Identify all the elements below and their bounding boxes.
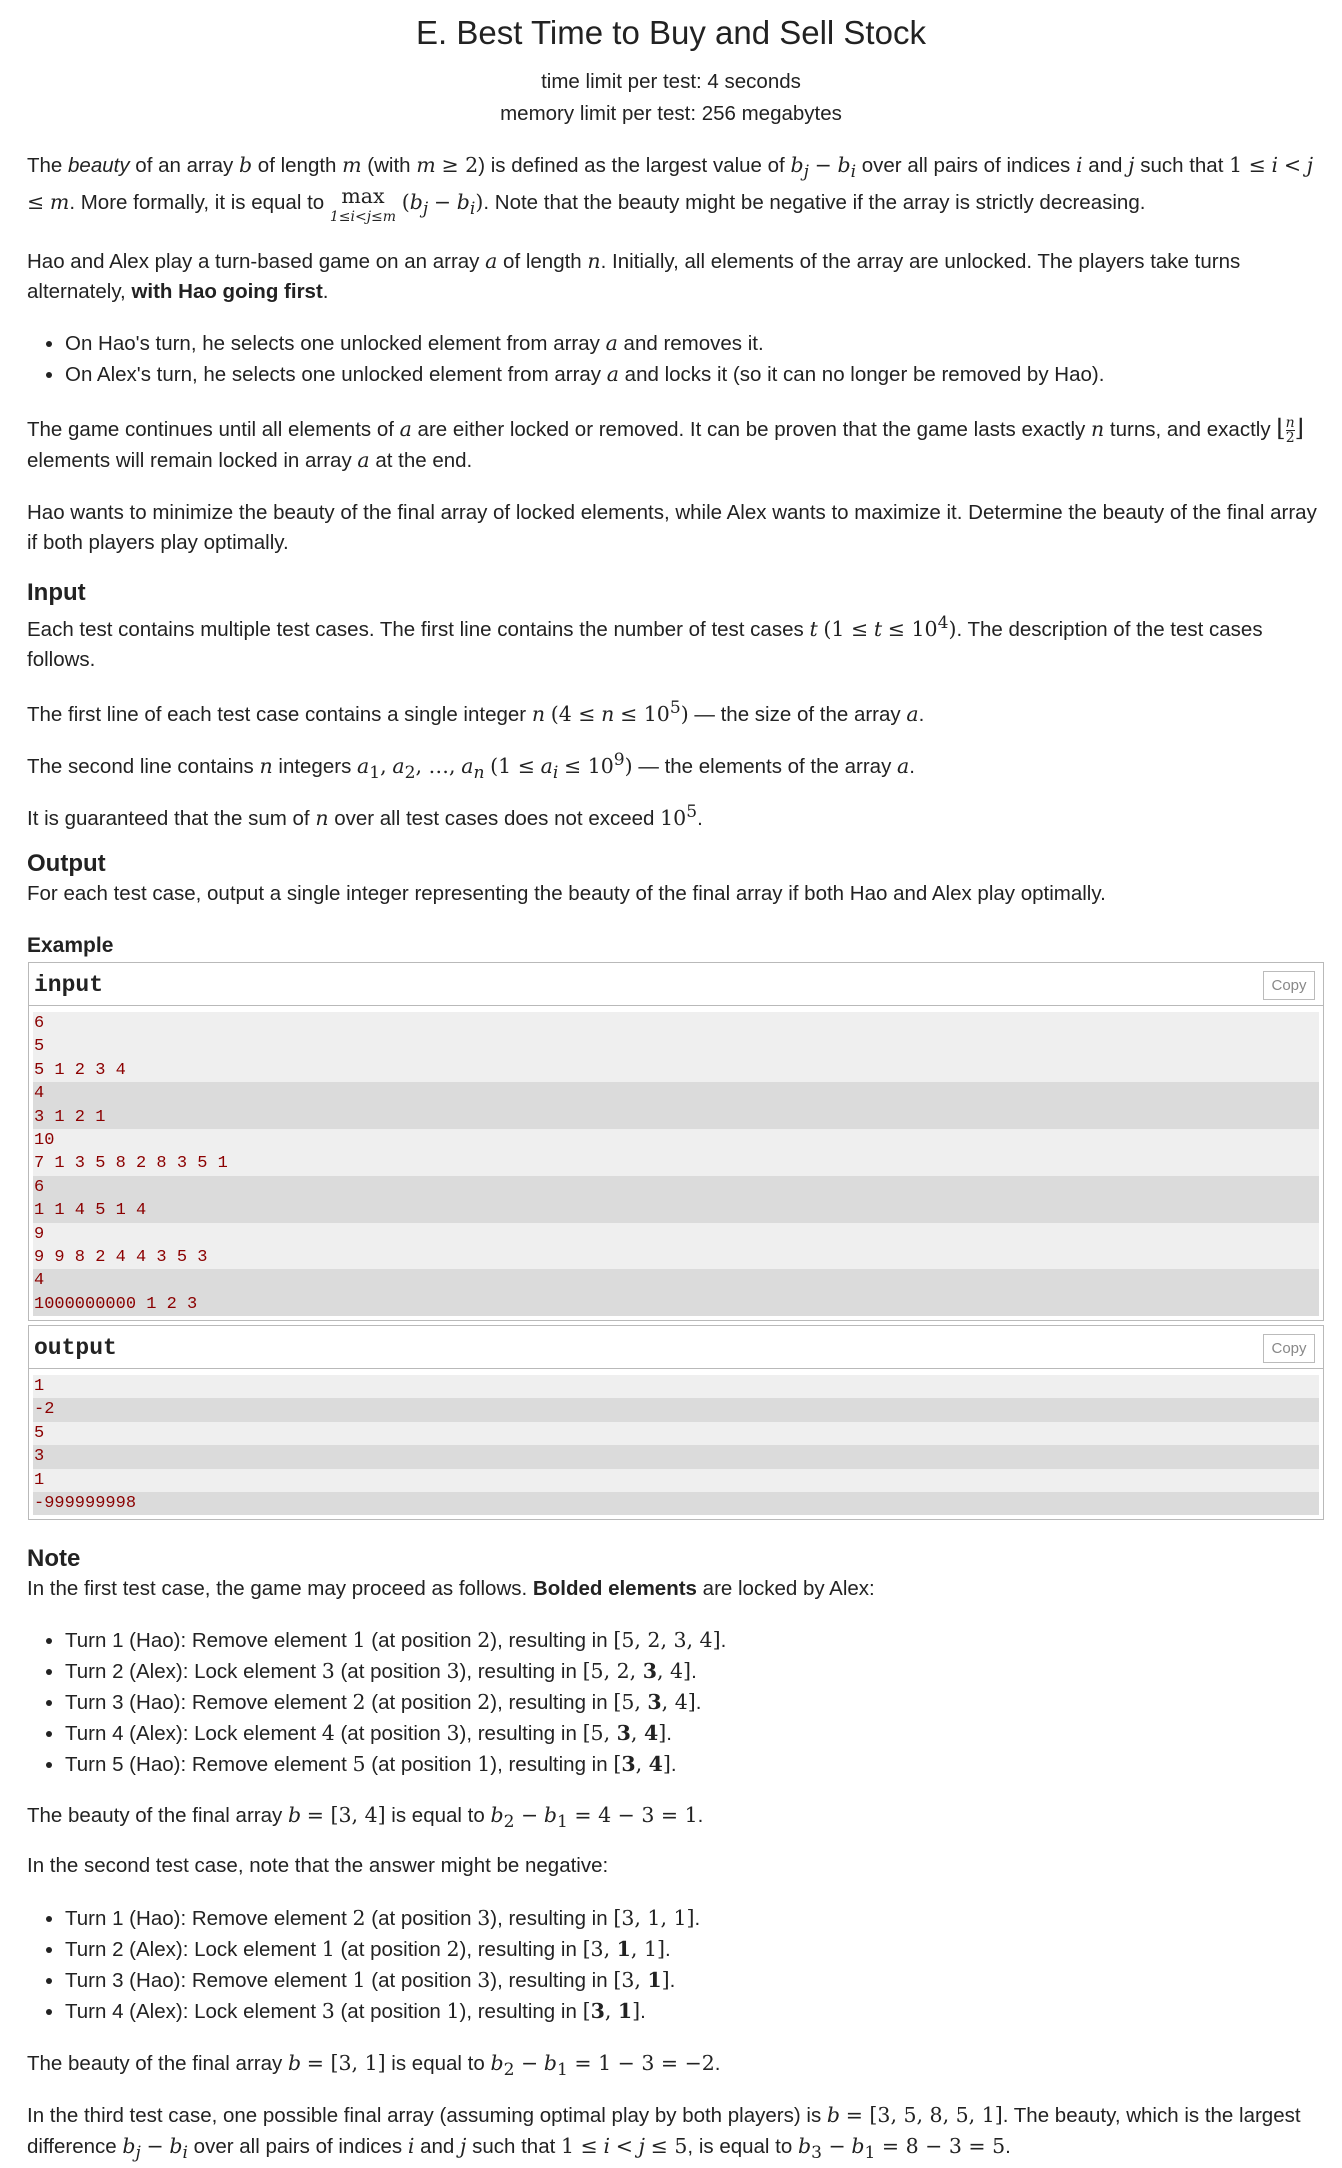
list-item: • Turn 3 (Hao): Remove element 2 (at position 2), resulting in [5, 3, 4].: [65, 1687, 1322, 1718]
legend-paragraph-3: The game continues until all elements of a are either locked or removed. It can be proven that the game lasts exactly n turns, and exactly ⌊ $\frac{n}{2}⌋$ elements will remain locked in array a at the end.: [27, 414, 1305, 473]
note-intro-bold: Bolded elements: [532, 1577, 697, 1600]
sample-input-title: input: [34, 972, 104, 998]
copy-output-button[interactable]: Copy: [1263, 1334, 1315, 1363]
sample-input-line: 3 1 2 1: [33, 1106, 1319, 1129]
sample-output-line: 1: [33, 1469, 1319, 1492]
sample-input-line: 7 1 3 5 8 2 8 3 5 1: [33, 1152, 1319, 1175]
legend-paragraph-1: The beauty of an array b of length m (with m ≥ 2) is defined as the largest value of $b_j - b_i$ over all pairs of indices i and j such that 1 ≤ i < j ≤ m. More formally, it is equal to max 1≤i<j≤m $(b_j - b_i)$. Note that the beauty might be negative if the array is strictly decreasing.: [27, 153, 1314, 226]
input-paragraph-4: It is guaranteed that the sum of n over all test cases does not exceed $10^5$.: [27, 802, 703, 830]
second-case-result: The beauty of the final array b = [3, 1] is equal to $b_2 - b_1 = 1 - 3 = -2$.: [27, 2051, 721, 2081]
sample-input-line: 1 1 4 5 1 4: [33, 1199, 1319, 1222]
second-case-intro: In the second test case, note that the answer might be negative:: [27, 1854, 609, 1877]
output-section: Output For each test case, output a single integer representing the beauty of the final array if both Hao and Alex play optimally.: [27, 849, 1322, 909]
problem-title: E. Best Time to Buy and Sell Stock: [416, 14, 926, 51]
list-item: • Turn 3 (Hao): Remove element 1 (at position 3), resulting in [3, 1].: [65, 1965, 1322, 1996]
sample-output-header: [29, 1326, 1323, 1369]
list-item: • Turn 1 (Hao): Remove element 1 (at position 2), resulting in [5, 2, 3, 4].: [65, 1625, 1322, 1656]
legend: [27, 150, 1322, 226]
list-item: • Turn 2 (Alex): Lock element 3 (at position 3), resulting in [5, 2, 3, 4].: [65, 1656, 1322, 1687]
sample-input-line: 5 1 2 3 4: [33, 1059, 1319, 1082]
first-case-result: The beauty of the final array b = [3, 4] is equal to $b_2 - b_1 = 4 - 3 = 1$.: [27, 1803, 704, 1833]
list-item: • Turn 2 (Alex): Lock element 1 (at position 2), resulting in [3, 1, 1].: [65, 1934, 1322, 1965]
example-heading: Example: [27, 934, 114, 957]
sample-input-line: 5: [33, 1035, 1319, 1058]
problem-header: [0, 0, 1342, 126]
input-heading: Input: [27, 579, 86, 606]
sample-input-block: [28, 962, 1324, 1321]
note-intro-tail: are locked by Alex:: [702, 1577, 875, 1600]
turn-rules-list: [27, 328, 1322, 390]
note-heading: Note: [27, 1545, 81, 1572]
sample-output-line: 3: [33, 1445, 1319, 1468]
sample-output-line: -2: [33, 1398, 1319, 1421]
second-case-turns: [27, 1903, 1322, 2027]
sample-input-line: 6: [33, 1012, 1319, 1035]
list-item: • On Alex's turn, he selects one unlocked element from array a and locks it (so it can no longer be removed by Hao).: [65, 359, 1322, 390]
sample-output-line: -999999998: [33, 1492, 1319, 1515]
sample-input-line: 6: [33, 1176, 1319, 1199]
first-case-turns: [27, 1625, 1322, 1780]
legend-paragraph-2: Hao and Alex play a turn-based game on an array a of length n. Initially, all elements of the array are unlocked. The players take turns alternately, with Hao going first.: [27, 249, 1241, 303]
sample-input-header: [29, 963, 1323, 1006]
legend-paragraph-4: Hao wants to minimize the beauty of the final array of locked elements, while Alex wants to maximize it. Determine the beauty of the final array if both players play optimally.: [27, 501, 1317, 554]
memory-limit: memory limit per test: 256 megabytes: [500, 102, 842, 125]
sample-input-line: 10: [33, 1129, 1319, 1152]
sample-input-line: 9 9 8 2 4 4 3 5 3: [33, 1246, 1319, 1269]
sample-input-line: 4: [33, 1082, 1319, 1105]
note-section: [27, 1544, 1322, 1604]
input-section: Input Each test contains multiple test cases. The first line contains the number of test cases t $(1 \le t \le 10^4)$. The description of the test cases follows.: [27, 578, 1322, 675]
input-paragraph-3: The second line contains n integers $a_1$, $a_2$, …, $a_n$ $(1 \le a_i \le 10^9)$ — the elements of the array a.: [27, 750, 915, 783]
list-item: • On Hao's turn, he selects one unlocked element from array a and removes it.: [65, 328, 1322, 359]
sample-output-title: output: [34, 1335, 117, 1361]
sample-output-line: 1: [33, 1375, 1319, 1398]
sample-input-content[interactable]: [29, 1006, 1323, 1320]
list-item: • Turn 5 (Hao): Remove element 5 (at position 1), resulting in [3, 4].: [65, 1749, 1322, 1780]
sample-input-line: 9: [33, 1223, 1319, 1246]
example-section: [27, 931, 1322, 961]
list-item: • Turn 4 (Alex): Lock element 4 (at position 3), resulting in [5, 3, 4].: [65, 1718, 1322, 1749]
sample-output-line: 5: [33, 1422, 1319, 1445]
sample-input-line: 1000000000 1 2 3: [33, 1293, 1319, 1316]
list-item: • Turn 4 (Alex): Lock element 3 (at position 1), resulting in [3, 1].: [65, 1996, 1322, 2027]
third-case-paragraph: In the third test case, one possible final array (assuming optimal play by both players) is b = [3, 5, 8, 5, 1]. The beauty, which is the largest difference $b_j - b_i$ over all pairs of indices i and j such that 1 ≤ i < j ≤ 5, is equal to $b_3 - b_1 = 8 - 3 = 5$.: [27, 2103, 1301, 2164]
input-paragraph-2: The first line of each test case contains a single integer n $(4 \le n \le 10^5)$ — the size of the array a.: [27, 698, 925, 726]
time-limit: time limit per test: 4 seconds: [541, 70, 801, 93]
sample-output-content[interactable]: [29, 1369, 1323, 1519]
list-item: • Turn 1 (Hao): Remove element 2 (at position 3), resulting in [3, 1, 1].: [65, 1903, 1322, 1934]
sample-input-line: 4: [33, 1269, 1319, 1292]
output-heading: Output: [27, 850, 106, 877]
copy-input-button[interactable]: Copy: [1263, 971, 1315, 1000]
note-intro: In the first test case, the game may proceed as follows.: [27, 1577, 528, 1600]
sample-output-block: [28, 1325, 1324, 1520]
